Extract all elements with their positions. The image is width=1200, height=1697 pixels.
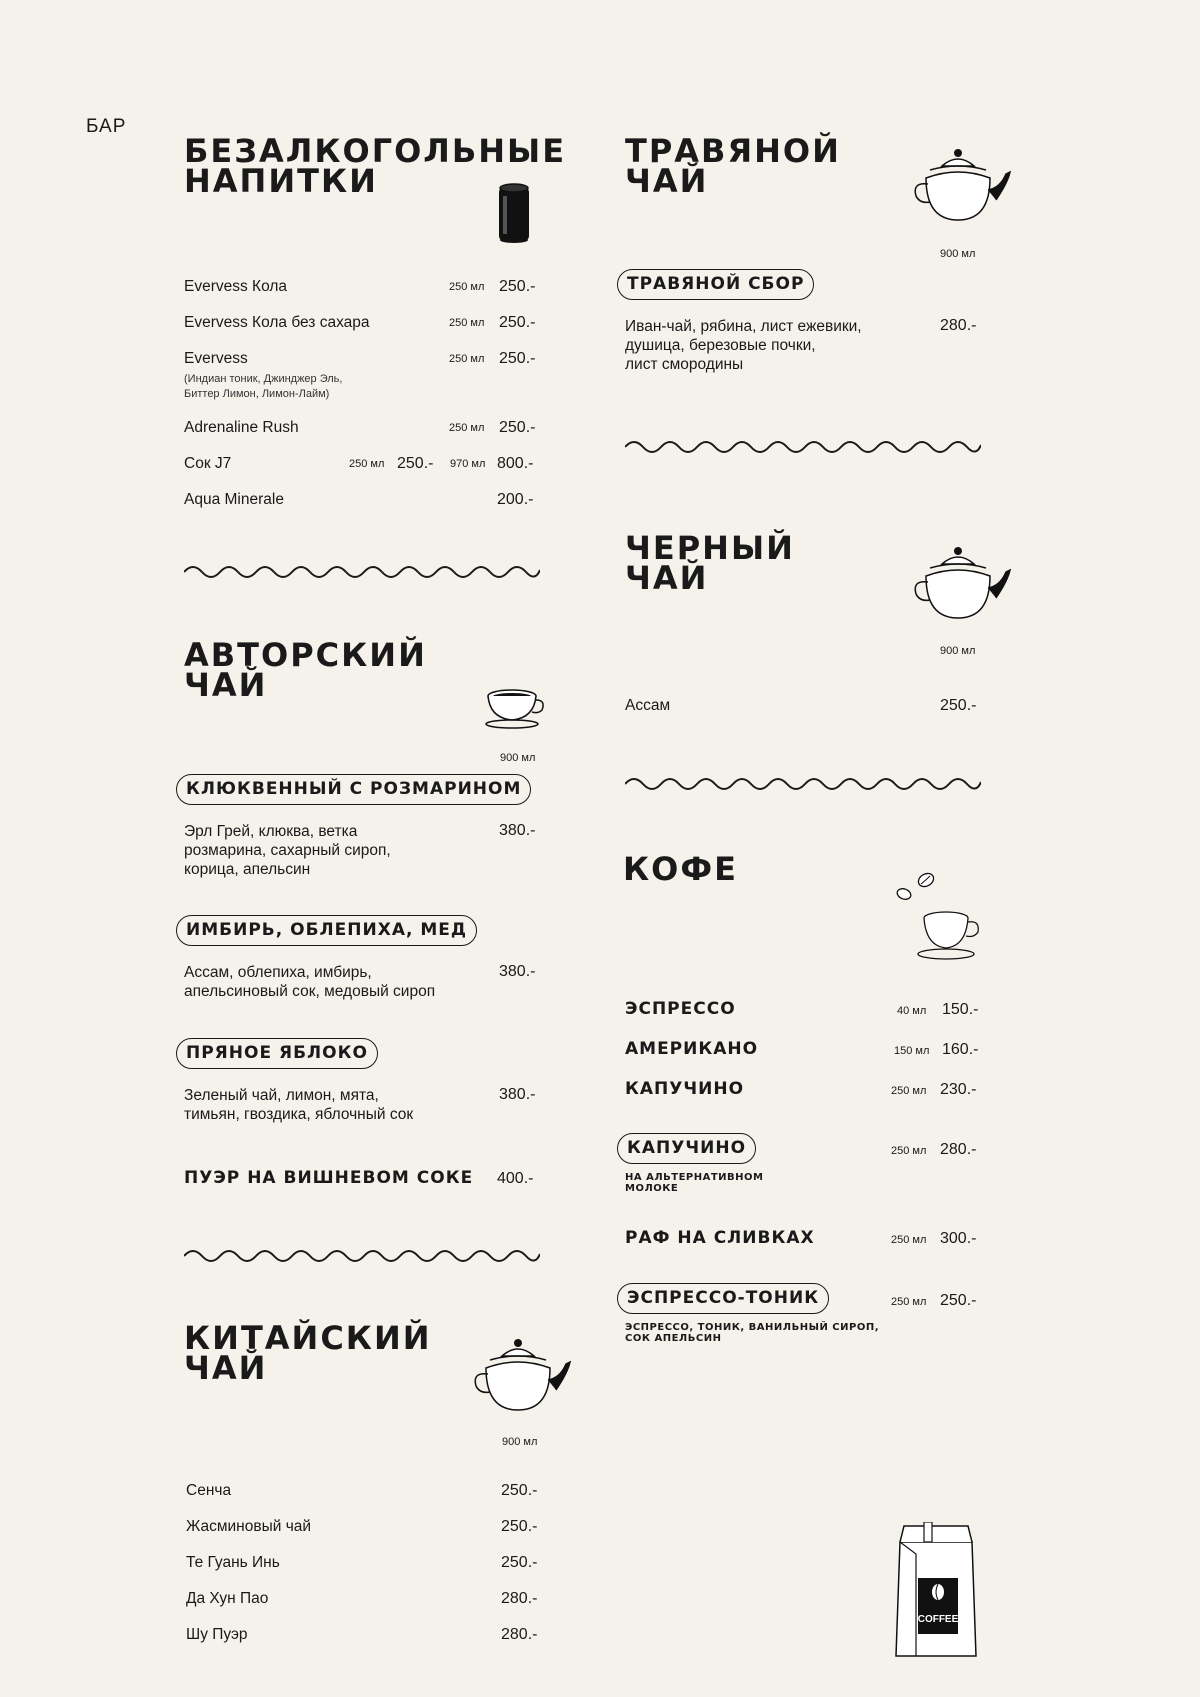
item-volume: 150 мл xyxy=(894,1045,930,1057)
item-volume: 250 мл xyxy=(891,1296,927,1308)
chinese-tea-title-line1: КИТАЙСКИЙ xyxy=(184,1319,432,1357)
item-volume: 250 мл xyxy=(891,1234,927,1246)
item-note-line: МОЛОКЕ xyxy=(625,1183,679,1194)
chinese-tea-title xyxy=(184,1319,432,1387)
coffee-title: КОФЕ xyxy=(623,850,738,888)
item-name: Ассам xyxy=(625,697,671,714)
item-volume: 250 мл xyxy=(891,1145,927,1157)
teapot-icon xyxy=(910,546,1014,622)
item-name: ПУЭР НА ВИШНЕВОМ СОКЕ xyxy=(184,1168,474,1188)
herbal-tea-volume: 900 мл xyxy=(940,248,976,260)
pill-title: ЭСПРЕССО-ТОНИК xyxy=(617,1283,829,1314)
item-description xyxy=(184,1086,484,1124)
item-price: 150.- xyxy=(942,1001,979,1018)
herbal-tea-title-line1: ТРАВЯНОЙ xyxy=(625,132,841,170)
item-description xyxy=(625,317,905,374)
herbal-tea-title-line2: ЧАЙ xyxy=(625,162,709,200)
item-price: 160.- xyxy=(942,1041,979,1058)
item-name: Шу Пуэр xyxy=(186,1626,248,1643)
author-tea-title xyxy=(184,636,427,704)
item-name: ЭСПРЕССО xyxy=(625,999,736,1019)
tea-cup-icon xyxy=(484,686,548,730)
item-price: 250.- xyxy=(940,697,977,714)
item-name: Evervess Кола xyxy=(184,278,288,295)
item-price: 250.- xyxy=(499,278,536,295)
item-price: 300.- xyxy=(940,1230,977,1247)
desc-line: лист смородины xyxy=(625,356,744,373)
desc-line: душица, березовые почки, xyxy=(625,337,816,354)
desc-line: апельсиновый сок, медовый сироп xyxy=(184,983,436,1000)
item-volume-large: 970 мл xyxy=(450,458,486,470)
desc-line: розмарина, сахарный сироп, xyxy=(184,842,391,859)
item-price: 380.- xyxy=(499,1086,536,1103)
item-description xyxy=(184,822,444,879)
coffee-cup-icon xyxy=(894,870,998,962)
author-tea-volume: 900 мл xyxy=(500,752,536,764)
item-price-large: 800.- xyxy=(497,455,534,472)
chinese-tea-title-line2: ЧАЙ xyxy=(184,1349,268,1387)
item-price: 250.- xyxy=(940,1292,977,1309)
soft-drinks-title-line1: БЕЗАЛКОГОЛЬНЫЕ xyxy=(184,132,567,170)
pill-title: КАПУЧИНО xyxy=(617,1133,756,1164)
desc-line: Ассам, облепиха, имбирь, xyxy=(184,964,372,981)
item-name: Evervess xyxy=(184,350,248,367)
desc-line: корица, апельсин xyxy=(184,861,311,878)
soda-can-icon xyxy=(496,182,532,244)
item-price: 250.- xyxy=(501,1482,538,1499)
item-price: 280.- xyxy=(501,1626,538,1643)
item-volume: 250 мл xyxy=(349,458,385,470)
item-volume: 250 мл xyxy=(891,1085,927,1097)
desc-line: Эрл Грей, клюква, ветка xyxy=(184,823,358,840)
item-note xyxy=(625,1172,763,1194)
item-price: 250.- xyxy=(499,350,536,367)
item-note-line: СОК АПЕЛЬСИН xyxy=(625,1333,722,1344)
pill-title: КЛЮКВЕННЫЙ С РОЗМАРИНОМ xyxy=(176,774,531,805)
item-name: РАФ НА СЛИВКАХ xyxy=(625,1228,815,1248)
pill-title: ИМБИРЬ, ОБЛЕПИХА, МЕД xyxy=(176,915,477,946)
item-volume: 250 мл xyxy=(449,281,485,293)
black-tea-title-line2: ЧАЙ xyxy=(625,559,709,597)
item-volume: 40 мл xyxy=(897,1005,927,1017)
item-description xyxy=(184,963,484,1001)
coffee-bag-icon xyxy=(886,1522,986,1662)
black-tea-volume: 900 мл xyxy=(940,645,976,657)
item-volume: 250 мл xyxy=(449,353,485,365)
item-note-line: Биттер Лимон, Лимон-Лайм) xyxy=(184,388,330,400)
item-price: 400.- xyxy=(497,1170,534,1187)
item-note-line: (Индиан тоник, Джинджер Эль, xyxy=(184,373,343,385)
coffee-bag-label: COFFEE xyxy=(917,1614,959,1625)
desc-line: тимьян, гвоздика, яблочный сок xyxy=(184,1106,414,1123)
chinese-tea-volume: 900 мл xyxy=(502,1436,538,1448)
black-tea-title xyxy=(625,529,795,597)
herbal-tea-title xyxy=(625,132,841,200)
author-tea-title-line2: ЧАЙ xyxy=(184,666,268,704)
item-name: КАПУЧИНО xyxy=(625,1079,745,1099)
wavy-divider xyxy=(184,562,540,582)
item-note-line: НА АЛЬТЕРНАТИВНОМ xyxy=(625,1172,764,1183)
item-price: 200.- xyxy=(497,491,534,508)
item-note xyxy=(625,1322,879,1344)
item-price: 380.- xyxy=(499,822,536,839)
item-name: Adrenaline Rush xyxy=(184,419,299,436)
item-name: Жасминовый чай xyxy=(186,1518,312,1535)
item-note-line: ЭСПРЕССО, ТОНИК, ВАНИЛЬНЫЙ СИРОП, xyxy=(625,1322,879,1333)
desc-line: Иван-чай, рябина, лист ежевики, xyxy=(625,318,862,335)
teapot-icon xyxy=(910,148,1014,224)
item-name: Evervess Кола без сахара xyxy=(184,314,370,331)
item-name: Да Хун Пао xyxy=(186,1590,269,1607)
teapot-icon xyxy=(470,1338,574,1414)
wavy-divider xyxy=(184,1246,540,1266)
section-label: БАР xyxy=(86,116,127,137)
item-name: Сок J7 xyxy=(184,455,232,472)
author-tea-title-line1: АВТОРСКИЙ xyxy=(184,636,427,674)
pill-title: ПРЯНОЕ ЯБЛОКО xyxy=(176,1038,378,1069)
black-tea-title-line1: ЧЕРНЫЙ xyxy=(625,529,795,567)
item-price: 280.- xyxy=(940,317,977,334)
item-price: 280.- xyxy=(501,1590,538,1607)
item-price: 230.- xyxy=(940,1081,977,1098)
wavy-divider xyxy=(625,774,981,794)
item-name: Aqua Minerale xyxy=(184,491,284,508)
item-volume: 250 мл xyxy=(449,422,485,434)
item-price: 250.- xyxy=(501,1518,538,1535)
item-price: 250.- xyxy=(499,419,536,436)
item-price: 250.- xyxy=(501,1554,538,1571)
item-price: 380.- xyxy=(499,963,536,980)
item-volume: 250 мл xyxy=(449,317,485,329)
item-name: АМЕРИКАНО xyxy=(625,1039,759,1059)
item-price: 250.- xyxy=(499,314,536,331)
pill-title: ТРАВЯНОЙ СБОР xyxy=(617,269,814,300)
item-name: Те Гуань Инь xyxy=(186,1554,280,1571)
desc-line: Зеленый чай, лимон, мята, xyxy=(184,1087,379,1104)
item-name: Сенча xyxy=(186,1482,232,1499)
item-price: 250.- xyxy=(397,455,434,472)
item-note xyxy=(184,372,342,402)
soft-drinks-title-line2: НАПИТКИ xyxy=(184,162,378,200)
wavy-divider xyxy=(625,437,981,457)
item-price: 280.- xyxy=(940,1141,977,1158)
